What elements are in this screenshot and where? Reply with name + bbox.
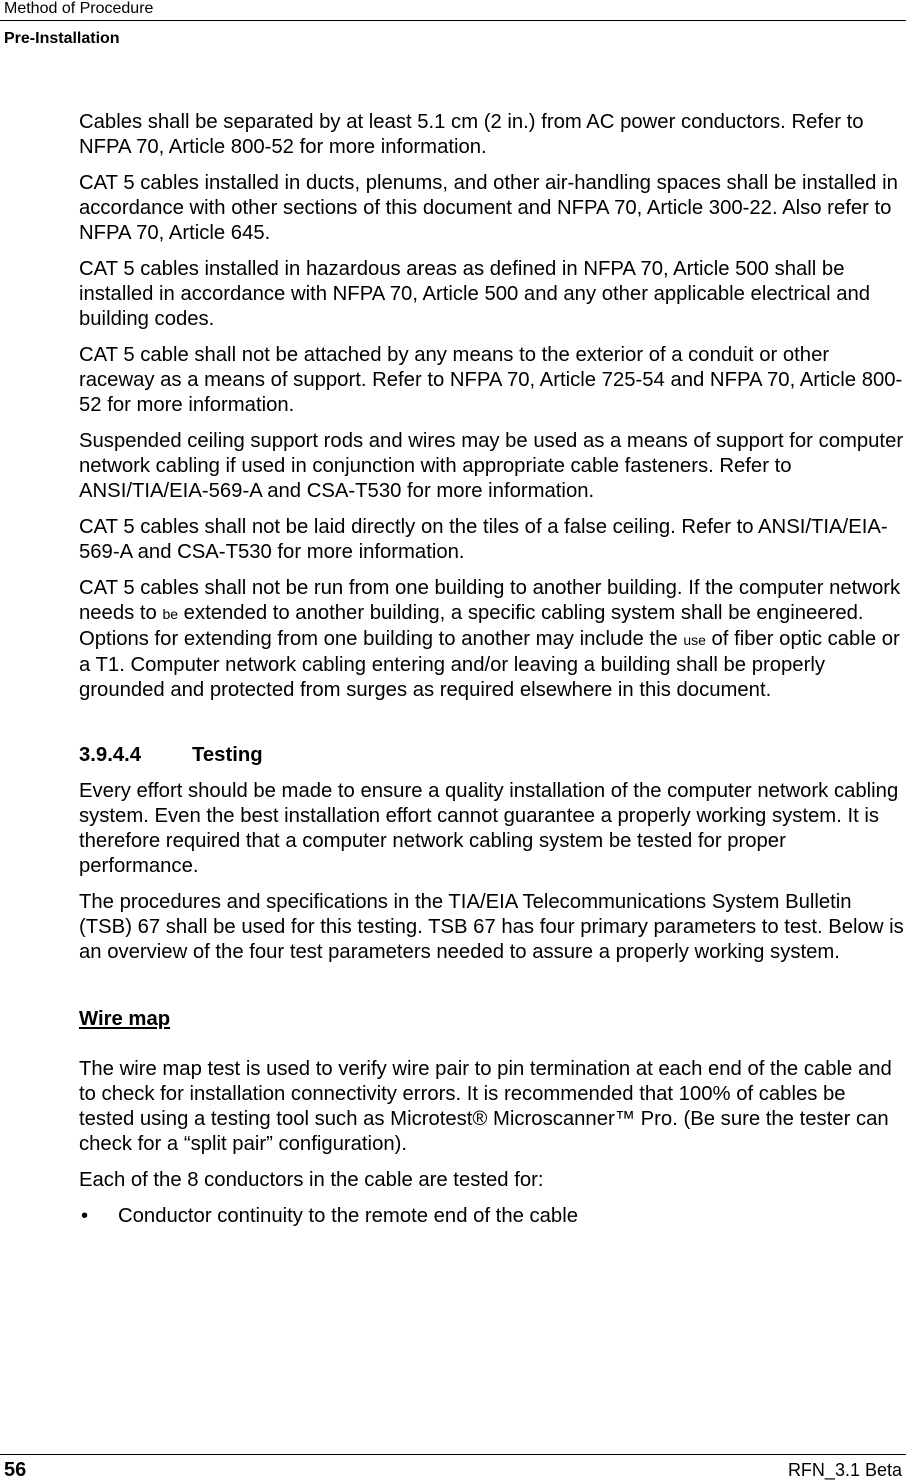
bullet-icon: • (81, 1205, 89, 1227)
paragraph-text: CAT 5 cables shall not be run from one building to another building. If the computer network needs to (79, 577, 901, 624)
paragraph: CAT 5 cables installed in hazardous areas as defined in NFPA 70, Article 500 shall be installed in accordance with NFPA 70, Article 500 and any other applicable electrical and building codes. (79, 258, 871, 330)
paragraph (79, 576, 905, 703)
paragraph: Suspended ceiling support rods and wires may be used as a means of support for computer network cabling if used in conjunction with appropriate cable fasteners. Refer to ANSI/TIA/EIA-569-A and CSA-T530 for more information. (79, 430, 904, 502)
running-header (0, 0, 906, 48)
footer-row (0, 1455, 906, 1481)
paragraph: Each of the 8 conductors in the cable are tested for: (79, 1169, 544, 1191)
paragraph: CAT 5 cables installed in ducts, plenums, and other air-handling spaces shall be installed in accordance with other sections of this document and NFPA 70, Article 300-22. Also refer to NFPA 70, Article 645. (79, 172, 898, 244)
paragraph: Cables shall be separated by at least 5.1 cm (2 in.) from AC power conductors. Refer to NFPA 70, Article 800-52 for more information. (79, 111, 864, 158)
paragraph-text: of fiber optic cable or a T1. Computer network cabling entering and/or leaving a building shall be properly grounded and protected from surges as required elsewhere in this document. (79, 628, 900, 701)
paragraph-small-word: use (683, 632, 706, 648)
running-footer (0, 1454, 906, 1481)
section-title: Testing (192, 744, 263, 766)
paragraph: CAT 5 cables shall not be laid directly on the tiles of a false ceiling. Refer to ANSI/TIA/EIA-569-A and CSA-T530 for more information. (79, 516, 888, 563)
doc-title: Method of Procedure (4, 0, 154, 17)
paragraph-small-word: be (162, 606, 179, 622)
bullet-text: Conductor continuity to the remote end of the cable (118, 1205, 578, 1227)
page-content (79, 110, 905, 1229)
wire-map-heading: Wire map (79, 1008, 171, 1030)
paragraph-text: extended to another building, a specific cabling system shall be engineered. Options for extending from one building to another may include the (79, 602, 864, 650)
paragraph: CAT 5 cable shall not be attached by any means to the exterior of a conduit or other raceway as a means of support. Refer to NFPA 70, Article 725-54 and NFPA 70, Article 800-52 for more information. (79, 344, 903, 416)
bullet-item (79, 1204, 905, 1229)
paragraph: Every effort should be made to ensure a quality installation of the computer network cabling system. Even the best installation effort cannot guarantee a properly working system. It is therefore required that a computer network cabling system be tested for proper performance. (79, 780, 899, 877)
section-heading-testing (79, 743, 905, 768)
paragraph: The procedures and specifications in the TIA/EIA Telecommunications System Bulletin (TSB) 67 shall be used for this testing. TSB 67 has four primary parameters to test. Below is an overview of the four test parameters needed to assure a properly working system. (79, 891, 904, 963)
doc-version: RFN_3.1 Beta (787, 1460, 902, 1480)
paragraph: The wire map test is used to verify wire pair to pin termination at each end of the cable and to check for installation connectivity errors. It is recommended that 100% of cables be tested using a testing tool such as Microtest® Microscanner™ Pro. (Be sure the tester can check for a “split pair” configuration). (79, 1058, 892, 1155)
section-number: 3.9.4.4 (79, 744, 142, 766)
page-number: 56 (4, 1459, 27, 1481)
section-name: Pre-Installation (4, 30, 120, 47)
